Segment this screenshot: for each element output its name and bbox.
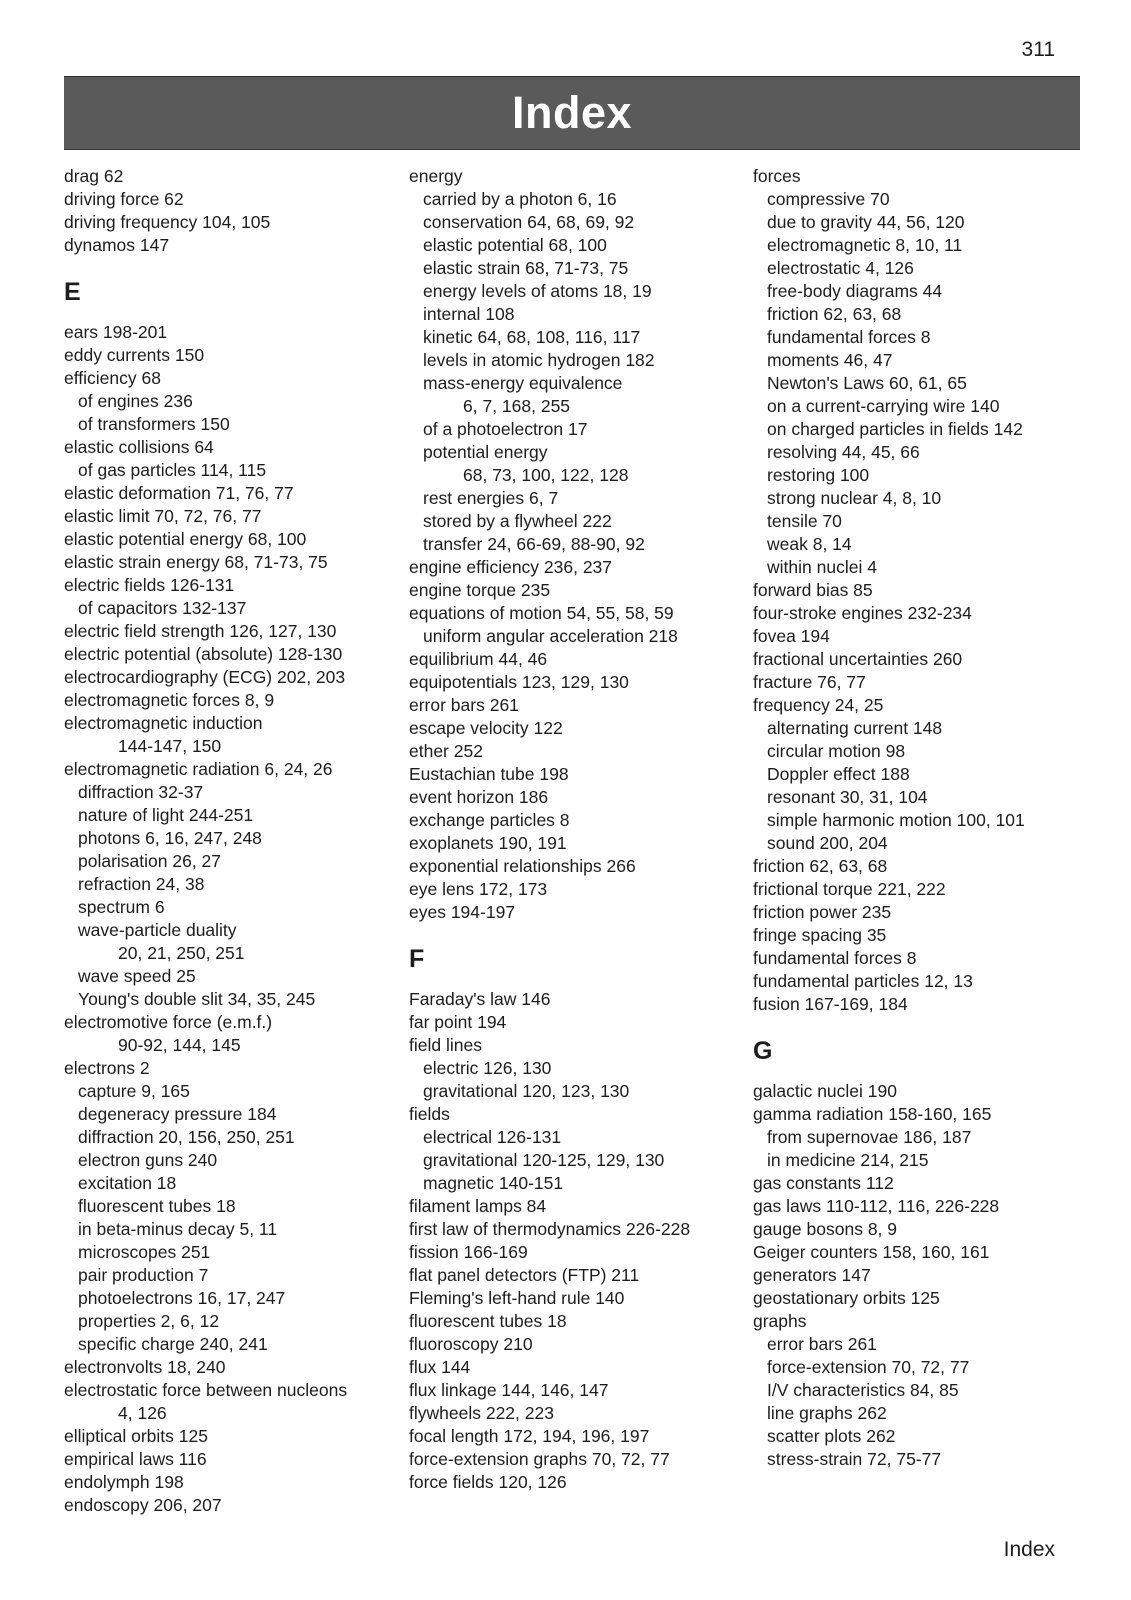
index-entry: ears 198-201	[64, 322, 168, 342]
index-subentry: of engines 236	[78, 391, 193, 411]
index-subentry: transfer 24, 66-69, 88-90, 92	[423, 534, 645, 554]
index-entry: graphs	[753, 1311, 807, 1331]
index-subentry: I/V characteristics 84, 85	[767, 1380, 959, 1400]
section-letter-heading: E	[64, 278, 81, 306]
index-entry: electromotive force (e.m.f.)	[64, 1012, 273, 1032]
index-subentry: strong nuclear 4, 8, 10	[767, 488, 942, 508]
index-page-continuation: 20, 21, 250, 251	[118, 943, 245, 963]
index-subentry: mass-energy equivalence	[423, 373, 623, 393]
index-page-continuation: 68, 73, 100, 122, 128	[463, 465, 629, 485]
index-entry: driving frequency 104, 105	[64, 212, 271, 232]
index-entry: flux 144	[409, 1357, 471, 1377]
index-entry: friction 62, 63, 68	[753, 856, 888, 876]
index-page-continuation: 4, 126	[118, 1403, 167, 1423]
index-subentry: diffraction 32-37	[78, 782, 204, 802]
index-subentry: in medicine 214, 215	[767, 1150, 929, 1170]
index-subentry: nature of light 244-251	[78, 805, 254, 825]
index-entry: Fleming's left-hand rule 140	[409, 1288, 625, 1308]
index-entry: forward bias 85	[753, 580, 873, 600]
index-subentry: resonant 30, 31, 104	[767, 787, 928, 807]
index-subentry: specific charge 240, 241	[78, 1334, 268, 1354]
index-subentry: resolving 44, 45, 66	[767, 442, 920, 462]
index-subentry: on charged particles in fields 142	[767, 419, 1023, 439]
index-subentry: scatter plots 262	[767, 1426, 896, 1446]
index-subentry: Newton's Laws 60, 61, 65	[767, 373, 967, 393]
index-subentry: friction 62, 63, 68	[767, 304, 902, 324]
index-entry: empirical laws 116	[64, 1449, 207, 1469]
index-subentry: properties 2, 6, 12	[78, 1311, 220, 1331]
index-subentry: potential energy	[423, 442, 548, 462]
index-subentry: free-body diagrams 44	[767, 281, 943, 301]
index-entry: electromagnetic forces 8, 9	[64, 690, 275, 710]
index-subentry: stored by a flywheel 222	[423, 511, 612, 531]
index-entry: fission 166-169	[409, 1242, 528, 1262]
index-subentry: of a photoelectron 17	[423, 419, 588, 439]
index-subentry: wave-particle duality	[78, 920, 237, 940]
index-entry: frequency 24, 25	[753, 695, 884, 715]
index-subentry: fluorescent tubes 18	[78, 1196, 236, 1216]
index-subentry: moments 46, 47	[767, 350, 893, 370]
page-number: 311	[1021, 38, 1055, 61]
index-subentry: tensile 70	[767, 511, 842, 531]
index-subentry: energy levels of atoms 18, 19	[423, 281, 652, 301]
index-subentry: photons 6, 16, 247, 248	[78, 828, 262, 848]
index-entry: fundamental forces 8	[753, 948, 917, 968]
index-entry: electronvolts 18, 240	[64, 1357, 226, 1377]
index-entry: electrocardiography (ECG) 202, 203	[64, 667, 346, 687]
index-subentry: alternating current 148	[767, 718, 943, 738]
page-title: Index	[511, 87, 633, 138]
section-letter-heading: F	[409, 945, 425, 973]
index-entry: fluorescent tubes 18	[409, 1311, 567, 1331]
index-entry: eyes 194-197	[409, 902, 516, 922]
index-entry: force-extension graphs 70, 72, 77	[409, 1449, 670, 1469]
index-entry: fundamental particles 12, 13	[753, 971, 973, 991]
index-subentry: elastic potential 68, 100	[423, 235, 607, 255]
index-subentry: conservation 64, 68, 69, 92	[423, 212, 635, 232]
index-entry: generators 147	[753, 1265, 871, 1285]
index-entry: filament lamps 84	[409, 1196, 547, 1216]
index-entry: elastic deformation 71, 76, 77	[64, 483, 294, 503]
index-subentry: simple harmonic motion 100, 101	[767, 810, 1025, 830]
section-letter-heading: G	[753, 1037, 773, 1065]
index-entry: drag 62	[64, 166, 124, 186]
index-entry: exoplanets 190, 191	[409, 833, 567, 853]
index-entry: elastic potential energy 68, 100	[64, 529, 307, 549]
index-entry: focal length 172, 194, 196, 197	[409, 1426, 650, 1446]
index-entry: Geiger counters 158, 160, 161	[753, 1242, 990, 1262]
index-entry: elastic strain energy 68, 71-73, 75	[64, 552, 328, 572]
index-entry: frictional torque 221, 222	[753, 879, 946, 899]
index-entry: elliptical orbits 125	[64, 1426, 208, 1446]
index-entry: electric potential (absolute) 128-130	[64, 644, 343, 664]
index-entry: fracture 76, 77	[753, 672, 866, 692]
index-subentry: of gas particles 114, 115	[78, 460, 267, 480]
index-subentry: gravitational 120-125, 129, 130	[423, 1150, 665, 1170]
title-banner	[64, 76, 1080, 150]
index-entry: efficiency 68	[64, 368, 161, 388]
index-entry: energy	[409, 166, 463, 186]
index-entry: fractional uncertainties 260	[753, 649, 963, 669]
index-entry: Eustachian tube 198	[409, 764, 569, 784]
index-entry: ether 252	[409, 741, 483, 761]
index-subentry: levels in atomic hydrogen 182	[423, 350, 655, 370]
index-subentry: compressive 70	[767, 189, 890, 209]
index-entry: fovea 194	[753, 626, 830, 646]
index-entry: field lines	[409, 1035, 482, 1055]
index-subentry: rest energies 6, 7	[423, 488, 559, 508]
index-entry: error bars 261	[409, 695, 519, 715]
index-entry: electrostatic force between nucleons	[64, 1380, 348, 1400]
index-entry: electric fields 126-131	[64, 575, 235, 595]
index-subentry: Doppler effect 188	[767, 764, 910, 784]
index-entry: electrons 2	[64, 1058, 150, 1078]
index-subentry: electrostatic 4, 126	[767, 258, 914, 278]
index-subentry: sound 200, 204	[767, 833, 888, 853]
index-page-continuation: 90-92, 144, 145	[118, 1035, 241, 1055]
index-subentry: from supernovae 186, 187	[767, 1127, 972, 1147]
index-subentry: electric 126, 130	[423, 1058, 552, 1078]
index-entry: Faraday's law 146	[409, 989, 551, 1009]
index-subentry: polarisation 26, 27	[78, 851, 222, 871]
index-entry: gas laws 110-112, 116, 226-228	[753, 1196, 1000, 1216]
index-entry: fringe spacing 35	[753, 925, 887, 945]
index-subentry: of capacitors 132-137	[78, 598, 247, 618]
index-entry: gas constants 112	[753, 1173, 894, 1193]
index-entry: equations of motion 54, 55, 58, 59	[409, 603, 674, 623]
running-footer: Index	[1003, 1538, 1055, 1561]
index-entry: elastic limit 70, 72, 76, 77	[64, 506, 262, 526]
index-subentry: restoring 100	[767, 465, 870, 485]
index-entry: fluoroscopy 210	[409, 1334, 533, 1354]
index-subentry: carried by a photon 6, 16	[423, 189, 617, 209]
index-entry: flux linkage 144, 146, 147	[409, 1380, 609, 1400]
index-entry: fields	[409, 1104, 450, 1124]
index-entry: equilibrium 44, 46	[409, 649, 548, 669]
index-entry: geostationary orbits 125	[753, 1288, 940, 1308]
index-entry: flat panel detectors (FTP) 211	[409, 1265, 640, 1285]
index-entry: electromagnetic radiation 6, 24, 26	[64, 759, 333, 779]
index-page-continuation: 144-147, 150	[118, 736, 222, 756]
index-entry: driving force 62	[64, 189, 184, 209]
index-entry: endolymph 198	[64, 1472, 184, 1492]
index-subentry: uniform angular acceleration 218	[423, 626, 678, 646]
index-subentry: circular motion 98	[767, 741, 906, 761]
index-subentry: photoelectrons 16, 17, 247	[78, 1288, 286, 1308]
index-subentry: spectrum 6	[78, 897, 165, 917]
index-entry: event horizon 186	[409, 787, 549, 807]
index-subentry: force-extension 70, 72, 77	[767, 1357, 970, 1377]
index-entry: galactic nuclei 190	[753, 1081, 897, 1101]
index-subentry: stress-strain 72, 75-77	[767, 1449, 942, 1469]
index-entry: force fields 120, 126	[409, 1472, 567, 1492]
index-subentry: microscopes 251	[78, 1242, 211, 1262]
index-subentry: due to gravity 44, 56, 120	[767, 212, 965, 232]
index-subentry: diffraction 20, 156, 250, 251	[78, 1127, 295, 1147]
index-subentry: magnetic 140-151	[423, 1173, 564, 1193]
index-subentry: electromagnetic 8, 10, 11	[767, 235, 963, 255]
index-subentry: Young's double slit 34, 35, 245	[78, 989, 316, 1009]
index-entry: exponential relationships 266	[409, 856, 636, 876]
index-entry: first law of thermodynamics 226-228	[409, 1219, 691, 1239]
index-entry: equipotentials 123, 129, 130	[409, 672, 629, 692]
index-subentry: on a current-carrying wire 140	[767, 396, 1000, 416]
index-subentry: wave speed 25	[78, 966, 196, 986]
index-entry: engine torque 235	[409, 580, 551, 600]
index-entry: electromagnetic induction	[64, 713, 263, 733]
index-subentry: kinetic 64, 68, 108, 116, 117	[423, 327, 641, 347]
index-subentry: gravitational 120, 123, 130	[423, 1081, 630, 1101]
index-entry: electric field strength 126, 127, 130	[64, 621, 337, 641]
index-subentry: capture 9, 165	[78, 1081, 190, 1101]
index-subentry: of transformers 150	[78, 414, 230, 434]
index-subentry: error bars 261	[767, 1334, 877, 1354]
index-subentry: elastic strain 68, 71-73, 75	[423, 258, 629, 278]
index-entry: friction power 235	[753, 902, 892, 922]
index-subentry: internal 108	[423, 304, 515, 324]
index-subentry: degeneracy pressure 184	[78, 1104, 277, 1124]
index-subentry: excitation 18	[78, 1173, 177, 1193]
index-entry: eye lens 172, 173	[409, 879, 548, 899]
index-subentry: refraction 24, 38	[78, 874, 205, 894]
index-entry: far point 194	[409, 1012, 507, 1032]
index-column-1	[64, 165, 409, 1517]
index-subentry: weak 8, 14	[767, 534, 852, 554]
index-subentry: in beta-minus decay 5, 11	[78, 1219, 278, 1239]
index-entry: eddy currents 150	[64, 345, 205, 365]
index-entry: elastic collisions 64	[64, 437, 214, 457]
index-column-2	[409, 165, 754, 1494]
index-subentry: fundamental forces 8	[767, 327, 931, 347]
index-subentry: line graphs 262	[767, 1403, 887, 1423]
index-page-continuation: 6, 7, 168, 255	[463, 396, 571, 416]
index-subentry: electrical 126-131	[423, 1127, 562, 1147]
index-entry: fusion 167-169, 184	[753, 994, 908, 1014]
index-subentry: electron guns 240	[78, 1150, 218, 1170]
index-subentry: within nuclei 4	[767, 557, 877, 577]
index-subentry: pair production 7	[78, 1265, 209, 1285]
index-entry: endoscopy 206, 207	[64, 1495, 222, 1515]
index-entry: gauge bosons 8, 9	[753, 1219, 898, 1239]
index-entry: forces	[753, 166, 801, 186]
index-entry: escape velocity 122	[409, 718, 563, 738]
index-entry: exchange particles 8	[409, 810, 570, 830]
index-entry: dynamos 147	[64, 235, 170, 255]
index-entry: gamma radiation 158-160, 165	[753, 1104, 992, 1124]
index-entry: four-stroke engines 232-234	[753, 603, 972, 623]
index-entry: engine efficiency 236, 237	[409, 557, 613, 577]
index-entry: flywheels 222, 223	[409, 1403, 554, 1423]
index-column-3	[753, 165, 1098, 1471]
